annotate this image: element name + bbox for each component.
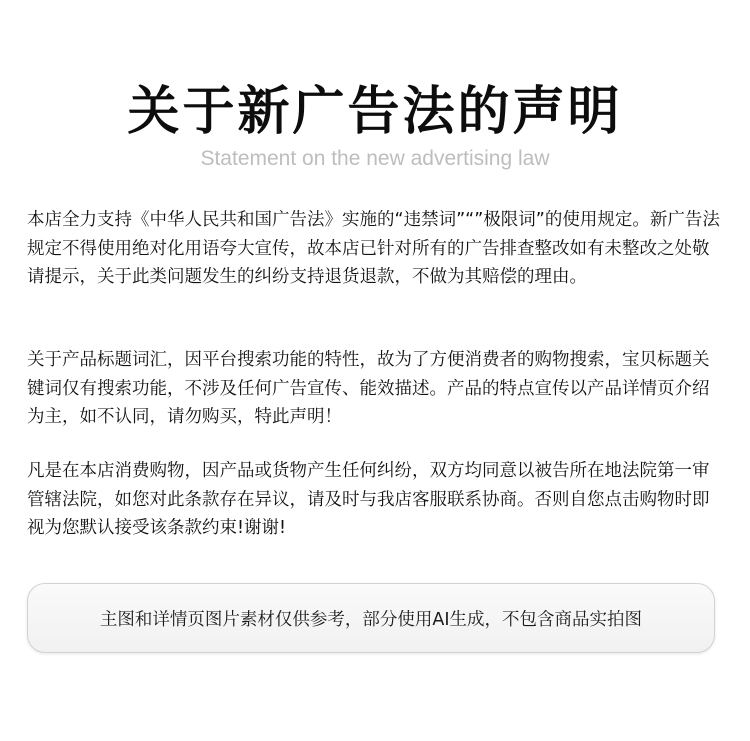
statement-paragraph-1: 本店全力支持《中华人民共和国广告法》实施的“违禁词”“”极限词”的使用规定。新广告法规定不得使用绝对化用语夸大宣传，故本店已针对所有的广告排查整改如有未整改之处敬请提示，关于此类问题发生的纠纷支持退货退款，不做为其赔偿的理由。 <box>27 210 720 287</box>
image-disclaimer-text: 主图和详情页图片素材仅供参考，部分使用AI生成，不包含商品实拍图 <box>99 609 643 630</box>
statement-paragraph-3: 凡是在本店消费购物，因产品或货物产生任何纠纷，双方均同意以被告所在地法院第一审管辖法院，如您对此条款存在异议，请及时与我店客服联系协商。否则自您点击购物时即视为您默认接受该条款约束!谢谢! <box>27 461 710 538</box>
page-subtitle: Statement on the new advertising law <box>200 147 550 170</box>
statement-paragraph-2: 关于产品标题词汇，因平台搜索功能的特性，故为了方便消费者的购物搜索，宝贝标题关键词仅有搜索功能，不涉及任何广告宣传、能效描述。产品的特点宣传以产品详情页介绍为主，如不认同，请勿购买，特此声明！ <box>27 350 710 427</box>
page-title: 关于新广告法的声明 <box>127 82 623 142</box>
image-disclaimer-box <box>27 583 715 653</box>
